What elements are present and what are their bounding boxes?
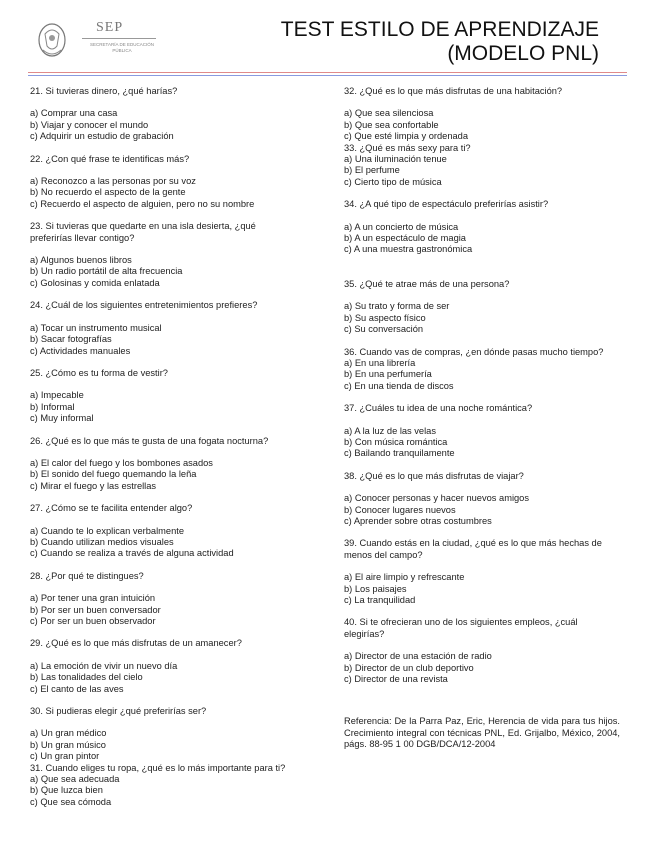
- question-text-line-2: menos del campo?: [344, 549, 423, 560]
- question-text: 21. Si tuvieras dinero, ¿qué harías?: [30, 86, 178, 96]
- question-27: [30, 503, 320, 560]
- question-24: [30, 300, 320, 357]
- question-22: [30, 154, 320, 211]
- option-c: c) Muy informal: [30, 413, 94, 424]
- question-text-line-1: 40. Si te ofrecieran uno de los siguientes empleos, ¿cuál: [344, 617, 578, 628]
- option-b: b) A un espectáculo de magia: [344, 233, 466, 244]
- option-a: a) El aire limpio y refrescante: [344, 572, 465, 583]
- question-text: 37. ¿Cuáles tu idea de una noche romántica?: [344, 403, 533, 414]
- option-b: b) Viajar y conocer el mundo: [30, 119, 149, 130]
- question-31: [30, 763, 320, 809]
- question-text: 38. ¿Qué es lo que más disfrutas de viajar?: [344, 470, 524, 481]
- question-text: 28. ¿Por qué te distingues?: [30, 570, 144, 581]
- option-c: c) Bailando tranquilamente: [344, 448, 455, 459]
- question-text: 33. ¿Qué es más sexy para ti?: [344, 142, 471, 153]
- question-26: [30, 436, 320, 493]
- option-c: c) A una muestra gastronómica: [344, 244, 473, 255]
- question-32: [344, 86, 620, 143]
- question-text: 29. ¿Qué es lo que más disfrutas de un amanecer?: [30, 638, 242, 649]
- question-text: 31. Cuando eliges tu ropa, ¿qué es lo más importante para ti?: [30, 762, 286, 773]
- question-36: [344, 347, 620, 393]
- option-a: a) Una iluminación tenue: [344, 154, 447, 165]
- question-text: 22. ¿Con qué frase te identificas más?: [30, 153, 190, 164]
- question-23: [30, 221, 320, 289]
- option-b: b) Un radio portátil de alta frecuencia: [30, 266, 183, 277]
- option-c: c) Un gran pintor: [30, 751, 100, 762]
- option-a: a) Director de una estación de radio: [344, 651, 492, 662]
- option-c: c) Cuando se realiza a través de alguna actividad: [30, 548, 234, 559]
- option-b: b) El perfume: [344, 165, 400, 176]
- option-c: c) Por ser un buen observador: [30, 616, 156, 626]
- title-line-1: TEST ESTILO DE APRENDIZAJE: [280, 18, 599, 41]
- option-a: a) Que sea silenciosa: [344, 108, 434, 119]
- logo-divider: [82, 38, 156, 39]
- sep-logo-subtext: SECRETARÍA DE EDUCACIÓN PÚBLICA: [90, 42, 154, 53]
- option-c: c) Cierto tipo de música: [344, 176, 442, 187]
- option-b: b) Con música romántica: [344, 436, 448, 447]
- option-c: c) Adquirir un estudio de grabación: [30, 131, 174, 142]
- reference-note: Referencia: De la Parra Paz, Eric, Herencia de vida para tus hijos. Crecimiento integral con técnicas PNL, Ed. Grijalbo, México, 2004, págs. 88-95 1 00 DGB/DCA/12-2004: [344, 716, 620, 750]
- option-b: b) Por ser un buen conversador: [30, 604, 161, 615]
- question-34: [344, 199, 620, 256]
- option-a: a) Tocar un instrumento musical: [30, 322, 162, 333]
- option-a: a) Por tener una gran intuición: [30, 593, 156, 604]
- question-text: 30. Si pudieras elegir ¿qué preferirías ser?: [30, 706, 207, 717]
- question-38: [344, 471, 620, 528]
- title-line-2: (MODELO PNL): [447, 42, 599, 65]
- question-37: [344, 403, 620, 460]
- option-c: c) Que esté limpia y ordenada: [344, 131, 469, 142]
- option-b: b) Cuando utilizan medios visuales: [30, 536, 174, 547]
- option-c: c) La tranquilidad: [344, 595, 416, 605]
- header-rule-red: [28, 72, 627, 73]
- option-c: c) Golosinas y comida enlatada: [30, 277, 160, 288]
- option-b: b) Informal: [30, 401, 75, 412]
- option-c: c) Actividades manuales: [30, 345, 131, 356]
- option-a: a) La emoción de vivir un nuevo día: [30, 660, 178, 671]
- option-b: b) El sonido del fuego quemando la leña: [30, 469, 197, 480]
- question-text: 25. ¿Cómo es tu forma de vestir?: [30, 367, 168, 378]
- option-a: a) Impecable: [30, 390, 84, 401]
- question-text: 24. ¿Cuál de los siguientes entretenimientos prefieres?: [30, 300, 258, 311]
- option-c: c) En una tienda de discos: [344, 380, 454, 391]
- option-c: c) Su conversación: [344, 324, 424, 335]
- option-a: a) Cuando te lo explican verbalmente: [30, 525, 185, 536]
- question-text: 35. ¿Qué te atrae más de una persona?: [344, 278, 510, 289]
- question-text-line-1: 39. Cuando estás en la ciudad, ¿qué es lo que más hechas de: [344, 538, 602, 549]
- question-text-line-1: 23. Si tuvieras que quedarte en una isla desierta, ¿qué: [30, 221, 256, 232]
- left-column: [30, 86, 320, 808]
- option-a: a) Su trato y forma de ser: [344, 301, 450, 312]
- question-text: 26. ¿Qué es lo que más te gusta de una fogata nocturna?: [30, 435, 269, 446]
- question-28: [30, 571, 320, 628]
- option-a: a) Que sea adecuada: [30, 774, 120, 785]
- option-b: b) Conocer lugares nuevos: [344, 504, 456, 515]
- page-title: [281, 18, 599, 66]
- question-text: 32. ¿Qué es lo que más disfrutas de una habitación?: [344, 86, 563, 96]
- right-column: [344, 86, 620, 760]
- option-b: b) Que luzca bien: [30, 785, 103, 796]
- question-text: 27. ¿Cómo se te facilita entender algo?: [30, 503, 193, 514]
- option-a: a) A la luz de las velas: [344, 425, 436, 436]
- option-a: a) Un gran médico: [30, 728, 107, 739]
- question-text: 34. ¿A qué tipo de espectáculo preferirías asistir?: [344, 199, 549, 210]
- option-a: a) Comprar una casa: [30, 108, 118, 119]
- option-b: b) En una perfumería: [344, 369, 432, 380]
- option-b: b) Sacar fotografías: [30, 334, 112, 345]
- question-30: [30, 706, 320, 763]
- question-text: 36. Cuando vas de compras, ¿en dónde pasas mucho tiempo?: [344, 346, 604, 357]
- question-33: [344, 143, 620, 189]
- option-c: c) El canto de las aves: [30, 683, 124, 694]
- question-25: [30, 368, 320, 425]
- option-a: a) Reconozco a las personas por su voz: [30, 176, 196, 187]
- option-c: c) Director de una revista: [344, 674, 448, 685]
- sep-logo-text: SEP: [96, 20, 124, 35]
- option-a: a) En una librería: [344, 357, 416, 368]
- option-a: a) Algunos buenos libros: [30, 255, 132, 266]
- question-21: [30, 86, 320, 143]
- option-c: c) Que sea cómoda: [30, 796, 112, 807]
- header-rule-blue: [28, 75, 627, 76]
- option-b: b) Los paisajes: [344, 583, 407, 594]
- option-c: c) Mirar el fuego y las estrellas: [30, 480, 157, 491]
- question-text-line-2: preferirías llevar contigo?: [30, 232, 135, 243]
- question-text-line-2: elegirías?: [344, 628, 385, 639]
- question-35: [344, 279, 620, 336]
- option-b: b) Que sea confortable: [344, 119, 439, 130]
- option-b: b) Director de un club deportivo: [344, 662, 474, 673]
- option-a: a) Conocer personas y hacer nuevos amigos: [344, 493, 530, 504]
- option-a: a) El calor del fuego y los bombones asados: [30, 457, 213, 468]
- question-29: [30, 638, 320, 695]
- coat-of-arms-icon: [36, 20, 68, 60]
- question-39: [344, 538, 620, 606]
- question-40: [344, 617, 620, 685]
- option-b: b) No recuerdo el aspecto de la gente: [30, 187, 186, 198]
- option-c: c) Aprender sobre otras costumbres: [344, 515, 492, 526]
- option-c: c) Recuerdo el aspecto de alguien, pero no su nombre: [30, 198, 255, 209]
- option-b: b) Las tonalidades del cielo: [30, 672, 143, 683]
- option-b: b) Un gran músico: [30, 739, 106, 750]
- option-a: a) A un concierto de música: [344, 221, 459, 232]
- sep-logo: [36, 18, 156, 66]
- option-b: b) Su aspecto físico: [344, 312, 426, 323]
